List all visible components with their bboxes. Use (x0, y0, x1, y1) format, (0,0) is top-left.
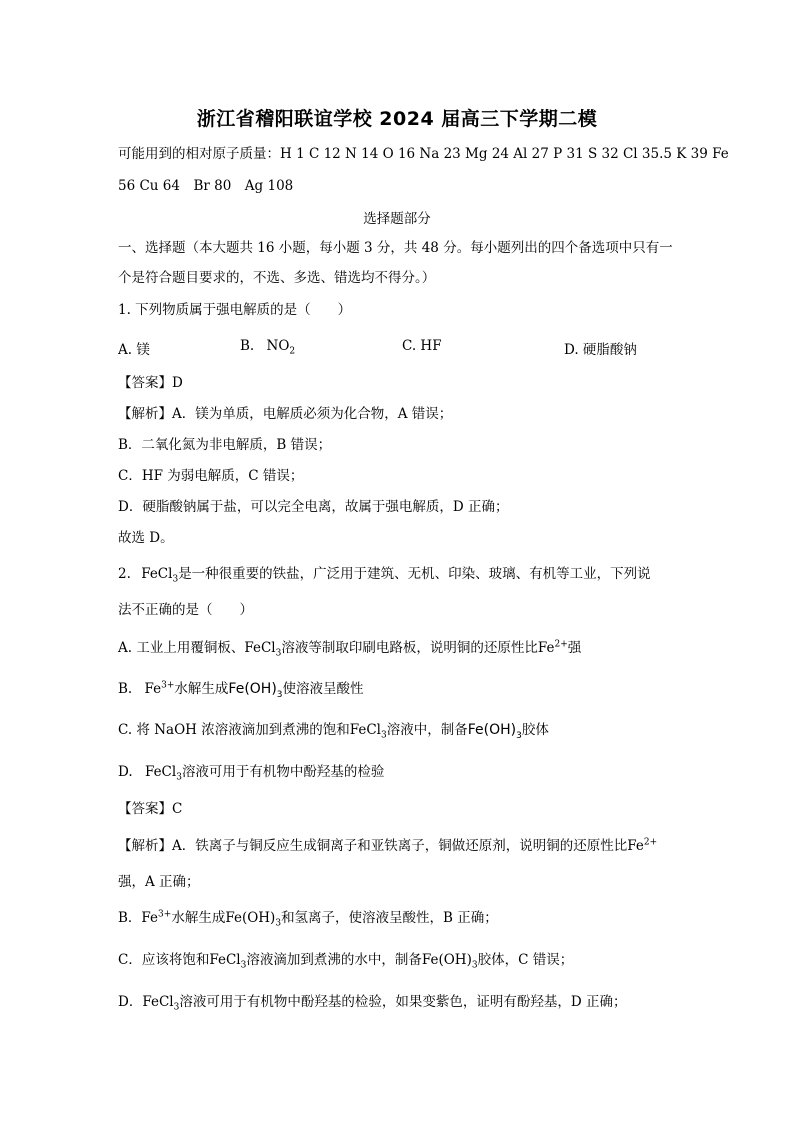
fecl-text: FeCl (244, 640, 276, 656)
q2-option-c-text: C. 将 NaOH 浓溶液滴加到煮沸的饱和 (118, 722, 350, 738)
fe2-ion (627, 838, 657, 854)
q2-analysis-d-end: 溶液可用于有机物中酚羟基的检验，如果变紫色，证明有酚羟基，D 正确； (179, 994, 627, 1010)
q2-stem-line-1 (118, 564, 651, 584)
subscript-3: 3 (471, 960, 478, 971)
q2-analysis-a-text: 【解析】A．铁离子与铜反应生成铜离子和亚铁离子，铜做还原剂，说明铜的还原性比 (118, 838, 628, 854)
subscript-3: 3 (516, 730, 522, 741)
fe2-ion (538, 640, 568, 656)
q2-option-b-end: 使溶液呈酸性 (282, 681, 364, 697)
feoh-text: Fe(OH) (467, 722, 517, 738)
fe-text: Fe (141, 910, 159, 926)
q2-option-c-end: 胶体 (521, 722, 549, 738)
q2-option-a (118, 638, 581, 658)
atomic-masses-line-1: 可能用到的相对原子质量：H 1 C 12 N 14 O 16 Na 23 Mg 24 Al 27 P 31 S 32 Cl 35.5 K 39 Fe (118, 146, 729, 162)
q1-option-b (240, 338, 296, 357)
q1-analysis-c: C．HF 为弱电解质，C 错误； (118, 468, 304, 484)
q2-analysis-c (118, 950, 573, 970)
q2-analysis-c-mid: 溶液滴加到煮沸的水中，制备 (246, 952, 422, 968)
feoh-text: Fe(OH) (228, 681, 277, 697)
q1-conclusion: 故选 D。 (118, 530, 174, 546)
q1-analysis-a: 【解析】A．镁为单质，电解质必须为化合物，A 错误； (118, 406, 453, 422)
fecl3-formula (144, 764, 182, 783)
q2-analysis-c-text: C．应该将饱和 (118, 952, 210, 968)
q1-option-a: A. 镁 (118, 342, 150, 358)
q2-analysis-a-line-2: 强，A 正确； (118, 874, 200, 890)
fe3-ion (145, 681, 175, 697)
fe-text: Fe (627, 838, 644, 854)
q2-answer: 【答案】C (118, 801, 183, 817)
instructions-line-2: 个是符合题目要求的，不选、多选、错选均不得分。） (118, 270, 436, 286)
q2-analysis-a-line-1 (118, 836, 657, 856)
superscript-2plus: 2+ (554, 639, 568, 650)
fecl-text: FeCl (141, 566, 173, 582)
subscript-3: 3 (172, 574, 179, 585)
subscript-3: 3 (176, 772, 182, 783)
superscript-3plus: 3+ (161, 680, 175, 691)
fe-text: Fe (537, 640, 555, 656)
q1-stem: 1. 下列物质属于强电解质的是（ ） (118, 302, 352, 318)
feoh3-formula (228, 681, 283, 700)
feoh3-formula (467, 722, 522, 741)
q2-option-b (118, 679, 364, 699)
fecl-text: FeCl (144, 764, 177, 780)
q1-option-b-label: B. (240, 338, 255, 354)
q2-analysis-b-label: B． (118, 910, 142, 926)
section-title: 选择题部分 (363, 211, 431, 227)
q2-option-a-end: 强 (567, 640, 582, 656)
q2-option-d-end: 溶液可用于有机物中酚羟基的检验 (181, 764, 385, 780)
instructions-line-1: 一、选择题（本大题共 16 小题，每小题 3 分，共 48 分。每小题列出的四个备选项中只有一 (118, 240, 673, 256)
feoh3-formula (421, 952, 478, 971)
subscript-3: 3 (276, 689, 283, 700)
q2-option-c-mid: 溶液中，制备 (386, 722, 468, 738)
no-formula: NO (266, 338, 290, 354)
subscript-3: 3 (275, 918, 282, 929)
q2-analysis-b-mid: 水解生成 (171, 910, 226, 926)
q2-option-d-label: D. (118, 764, 133, 780)
q2-option-b-mid: 水解生成 (174, 681, 229, 697)
feoh-text: Fe(OH) (225, 910, 276, 926)
q1-option-c: C. HF (402, 338, 442, 354)
q2-analysis-c-end: 胶体，C 错误； (477, 952, 574, 968)
q2-option-c (118, 720, 549, 740)
q2-option-a-mid: 溶液等制取印刷电路板，说明铜的还原性比 (281, 640, 538, 656)
q2-number: 2. (118, 566, 131, 582)
q2-option-b-label: B. (118, 681, 133, 697)
feoh3-formula (225, 910, 282, 929)
q2-option-d (118, 762, 384, 782)
q2-option-a-text: A. 工业上用覆铜板、 (118, 640, 245, 656)
q2-stem-text: 是一种很重要的铁盐，广泛用于建筑、无机、印染、玻璃、有机等工业，下列说 (178, 566, 651, 582)
fecl3-formula (141, 566, 179, 585)
subscript-3: 3 (380, 730, 387, 741)
q1-option-b-formula (266, 338, 296, 357)
fecl-text: FeCl (142, 994, 174, 1010)
superscript-3plus: 3+ (158, 909, 172, 920)
atomic-masses-line-2: 56 Cu 64 Br 80 Ag 108 (118, 178, 294, 194)
q2-stem-line-2: 法不正确的是（ ） (118, 602, 253, 618)
q1-option-d: D. 硬脂酸钠 (564, 342, 637, 358)
fecl3-formula (209, 952, 247, 971)
feoh-text: Fe(OH) (421, 952, 472, 968)
no-subscript: 2 (289, 346, 296, 357)
fecl-text: FeCl (349, 722, 381, 738)
fecl-text: FeCl (209, 952, 241, 968)
q2-analysis-b (118, 908, 498, 928)
q1-analysis-b: B．二氧化氮为非电解质，B 错误； (118, 437, 332, 453)
q1-analysis-d: D．硬脂酸钠属于盐，可以完全电离，故属于强电解质，D 正确； (118, 499, 509, 515)
fe3-ion (141, 910, 171, 926)
q2-analysis-b-end: 和氢离子，使溶液呈酸性，B 正确； (281, 910, 498, 926)
subscript-3: 3 (240, 960, 247, 971)
subscript-3: 3 (173, 1002, 180, 1013)
subscript-3: 3 (275, 648, 282, 659)
superscript-2plus: 2+ (643, 837, 658, 848)
q2-analysis-d-label: D． (118, 994, 143, 1010)
fecl3-formula (142, 994, 180, 1013)
q1-answer: 【答案】D (118, 375, 183, 391)
fecl3-formula (244, 640, 282, 659)
q2-analysis-d (118, 992, 626, 1012)
page-title: 浙江省稽阳联谊学校 2024 届高三下学期二模 (196, 108, 598, 130)
fe-text: Fe (144, 681, 162, 697)
fecl3-formula (349, 722, 387, 741)
